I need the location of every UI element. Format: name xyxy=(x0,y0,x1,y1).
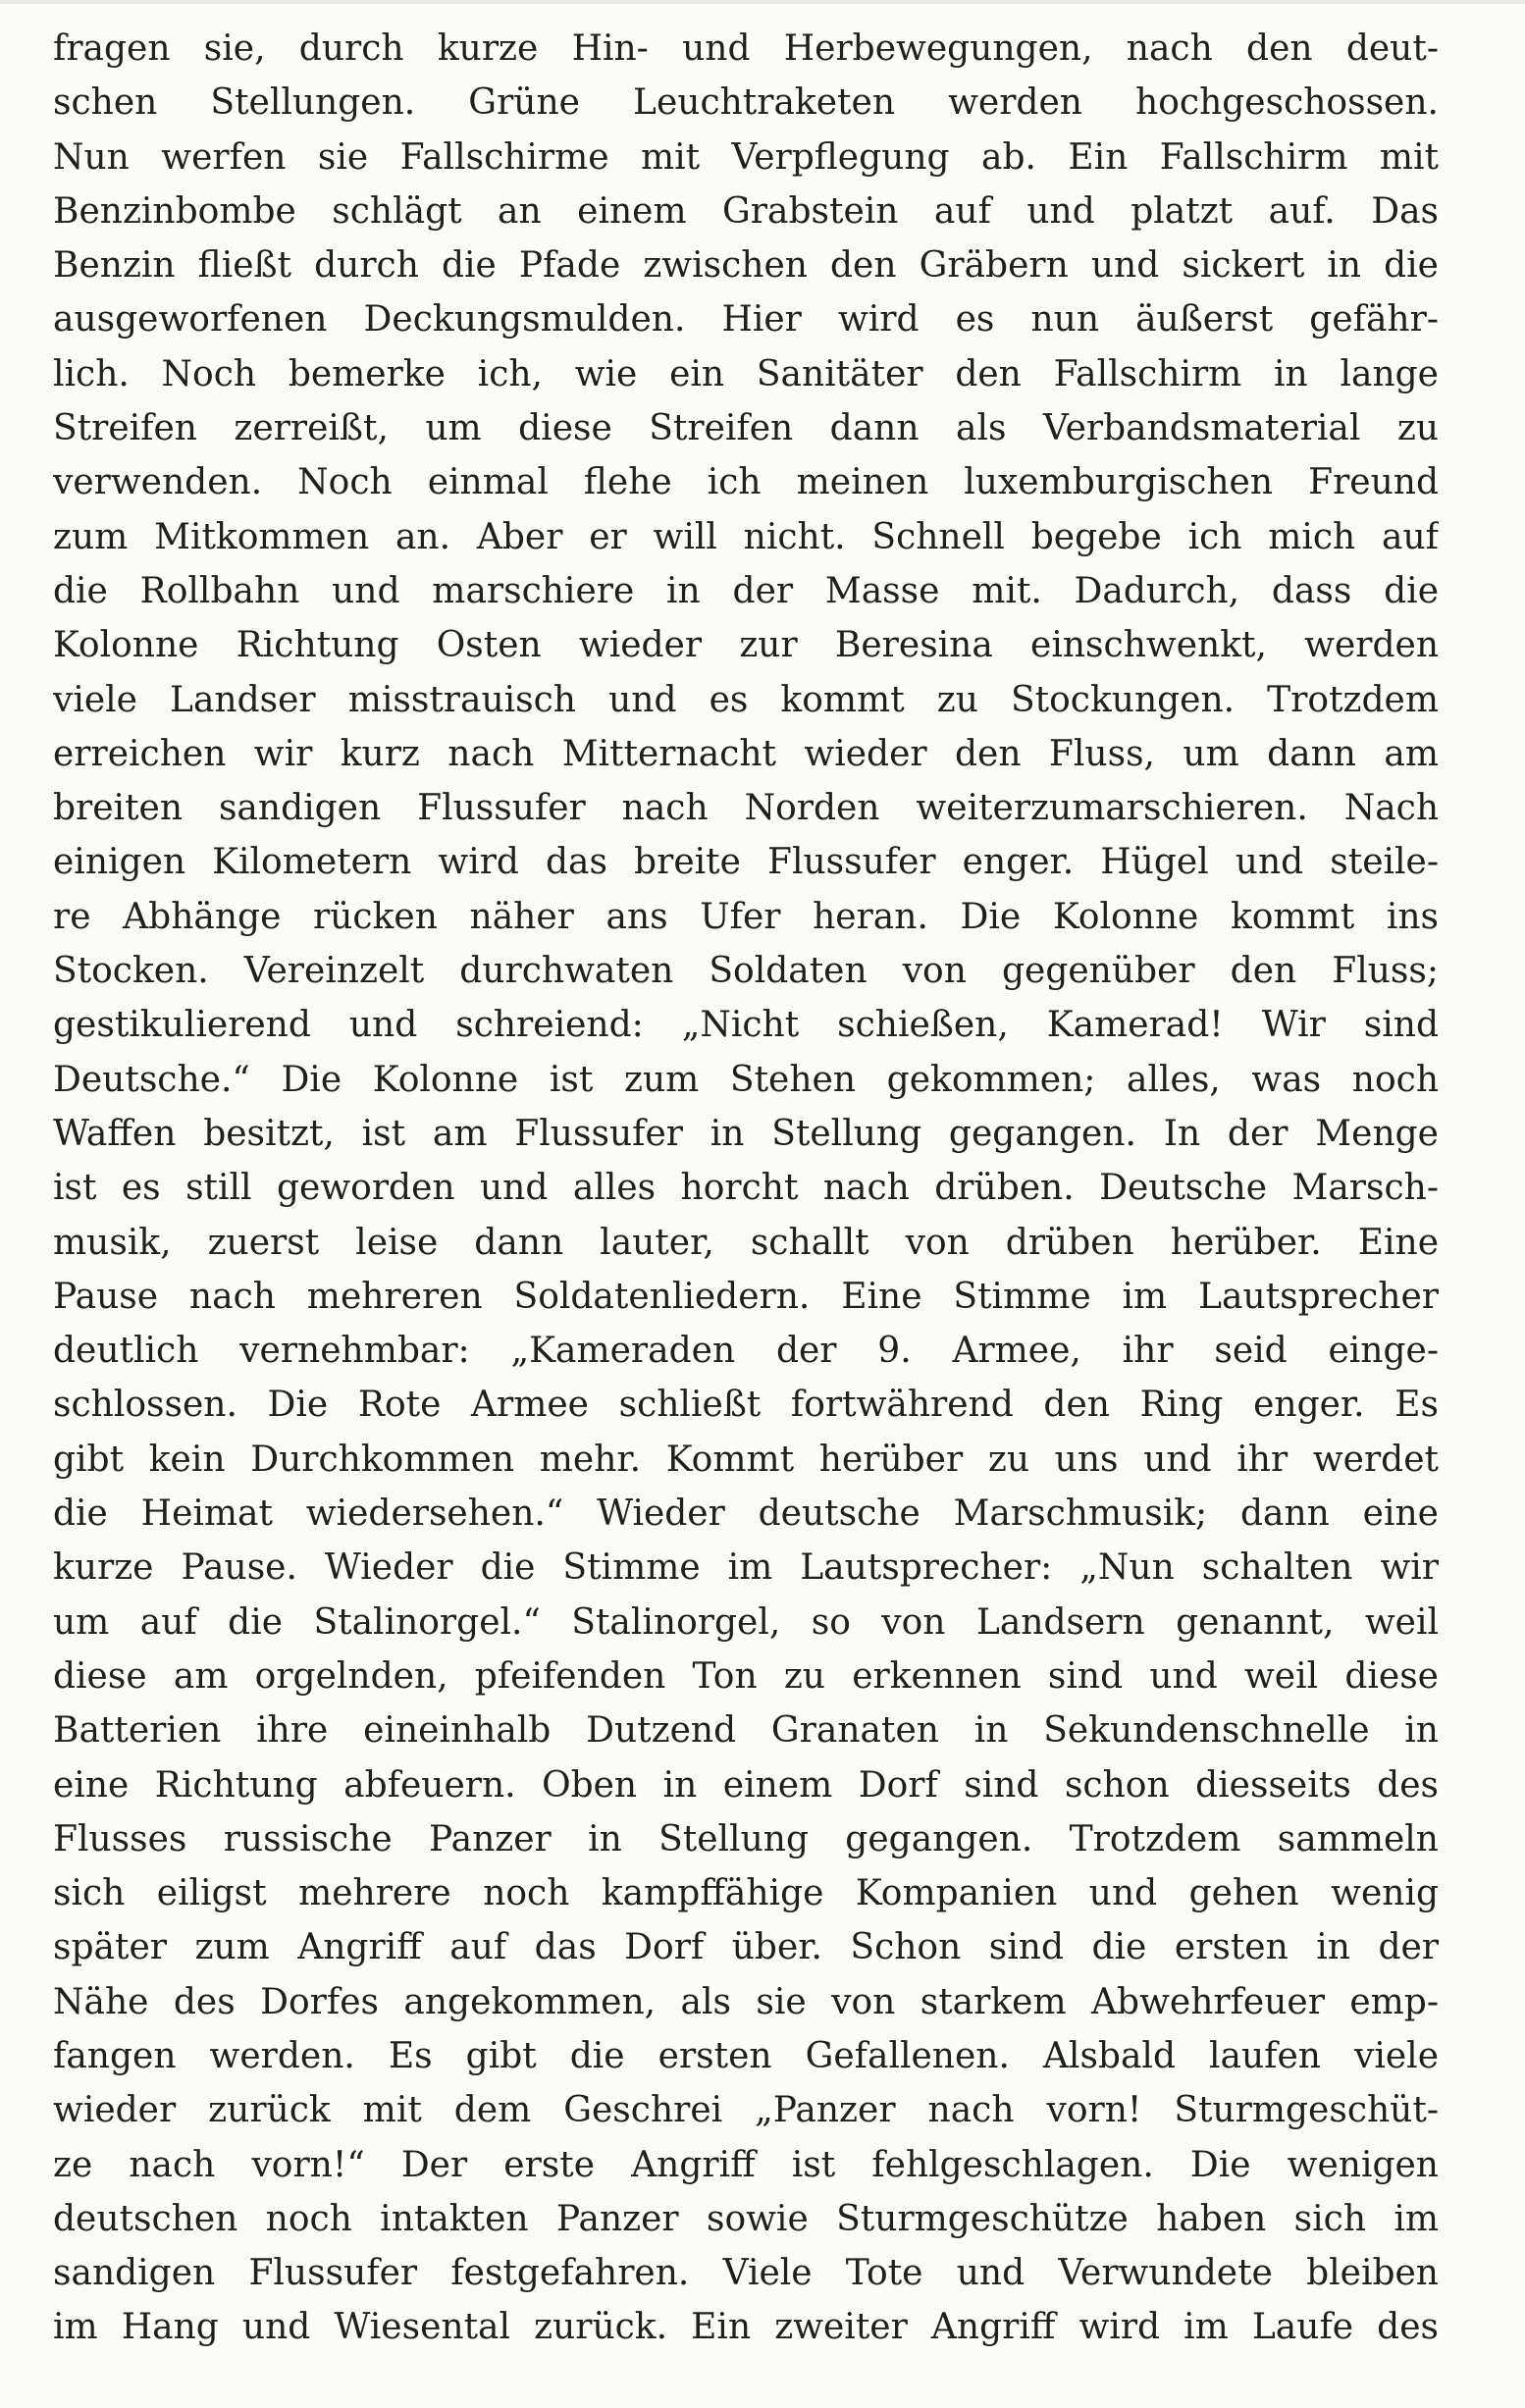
text-line: Benzin fließt durch die Pfade zwischen den Gräbern und sickert in die xyxy=(53,245,1439,287)
text-line: re Abhänge rücken näher ans Ufer heran. Die Kolonne kommt ins xyxy=(53,896,1439,937)
text-line: Kolonne Richtung Osten wieder zur Beresina einschwenkt, werden xyxy=(53,625,1439,666)
text-line: erreichen wir kurz nach Mitternacht wieder den Fluss, um dann am xyxy=(53,733,1439,774)
text-line: eine Richtung abfeuern. Oben in einem Dorf sind schon diesseits des xyxy=(53,1764,1439,1806)
text-line: fangen werden. Es gibt die ersten Gefallenen. Alsbald laufen viele xyxy=(53,2035,1439,2076)
text-line: ze nach vorn!“ Der erste Angriff ist fehlgeschlagen. Die wenigen xyxy=(53,2144,1439,2185)
text-line: im Hang und Wiesental zurück. Ein zweiter Angriff wird im Laufe des xyxy=(53,2307,1439,2348)
text-line: Pause nach mehreren Soldatenliedern. Eine Stimme im Lautsprecher xyxy=(53,1276,1439,1317)
text-line: viele Landser misstrauisch und es kommt zu Stockungen. Trotzdem xyxy=(53,679,1439,720)
text-line: sandigen Flussufer festgefahren. Viele Tote und Verwundete bleiben xyxy=(53,2253,1439,2294)
text-line: Nähe des Dorfes angekommen, als sie von starkem Abwehrfeuer emp- xyxy=(53,1981,1439,2022)
text-line: zum Mitkommen an. Aber er will nicht. Schnell begebe ich mich auf xyxy=(53,516,1439,557)
text-line: schen Stellungen. Grüne Leuchtraketen werden hochgeschossen. xyxy=(53,82,1439,124)
text-line: Waffen besitzt, ist am Flussufer in Stellung gegangen. In der Menge xyxy=(53,1113,1439,1154)
text-line: fragen sie, durch kurze Hin- und Herbewegungen, nach den deut- xyxy=(53,28,1439,69)
text-line: um auf die Stalinorgel.“ Stalinorgel, so von Landsern genannt, weil xyxy=(53,1601,1439,1643)
text-line: Flusses russische Panzer in Stellung gegangen. Trotzdem sammeln xyxy=(53,1818,1439,1859)
text-line: musik, zuerst leise dann lauter, schallt von drüben herüber. Eine xyxy=(53,1222,1439,1263)
book-page-text xyxy=(53,22,1439,2355)
text-line: Deutsche.“ Die Kolonne ist zum Stehen gekommen; alles, was noch xyxy=(53,1059,1439,1100)
text-line: ist es still geworden und alles horcht nach drüben. Deutsche Marsch- xyxy=(53,1168,1439,1209)
text-line: verwenden. Noch einmal flehe ich meinen luxemburgischen Freund xyxy=(53,462,1439,503)
page-edge xyxy=(0,0,1525,4)
text-line: gestikulierend und schreiend: „Nicht schießen, Kamerad! Wir sind xyxy=(53,1005,1439,1046)
text-line: kurze Pause. Wieder die Stimme im Lautsprecher: „Nun schalten wir xyxy=(53,1547,1439,1589)
text-line: breiten sandigen Flussufer nach Norden weiterzumarschieren. Nach xyxy=(53,788,1439,829)
text-line: sich eiligst mehrere noch kampffähige Kompanien und gehen wenig xyxy=(53,1873,1439,1914)
text-line: deutlich vernehmbar: „Kameraden der 9. Armee, ihr seid einge- xyxy=(53,1331,1439,1372)
text-line: wieder zurück mit dem Geschrei „Panzer nach vorn! Sturmgeschüt- xyxy=(53,2090,1439,2131)
text-line: einigen Kilometern wird das breite Flussufer enger. Hügel und steile- xyxy=(53,842,1439,883)
text-line: Batterien ihre eineinhalb Dutzend Granaten in Sekundenschnelle in xyxy=(53,1710,1439,1752)
text-line: Streifen zerreißt, um diese Streifen dann als Verbandsmaterial zu xyxy=(53,408,1439,449)
text-line: Benzinbombe schlägt an einem Grabstein auf und platzt auf. Das xyxy=(53,190,1439,232)
text-line: gibt kein Durchkommen mehr. Kommt herüber zu uns und ihr werdet xyxy=(53,1439,1439,1480)
text-line: Nun werfen sie Fallschirme mit Verpflegung ab. Ein Fallschirm mit xyxy=(53,136,1439,178)
text-line: die Rollbahn und marschiere in der Masse mit. Dadurch, dass die xyxy=(53,570,1439,611)
text-line: später zum Angriff auf das Dorf über. Schon sind die ersten in der xyxy=(53,1927,1439,1968)
text-line: lich. Noch bemerke ich, wie ein Sanitäter den Fallschirm in lange xyxy=(53,353,1439,394)
text-line: ausgeworfenen Deckungsmulden. Hier wird es nun äußerst gefähr- xyxy=(53,299,1439,340)
text-line: Stocken. Vereinzelt durchwaten Soldaten von gegenüber den Fluss; xyxy=(53,951,1439,992)
text-line: deutschen noch intakten Panzer sowie Sturmgeschütze haben sich im xyxy=(53,2198,1439,2239)
text-line: schlossen. Die Rote Armee schließt fortwährend den Ring enger. Es xyxy=(53,1385,1439,1426)
text-line: die Heimat wiedersehen.“ Wieder deutsche Marschmusik; dann eine xyxy=(53,1493,1439,1535)
text-line: diese am orgelnden, pfeifenden Ton zu erkennen sind und weil diese xyxy=(53,1655,1439,1697)
